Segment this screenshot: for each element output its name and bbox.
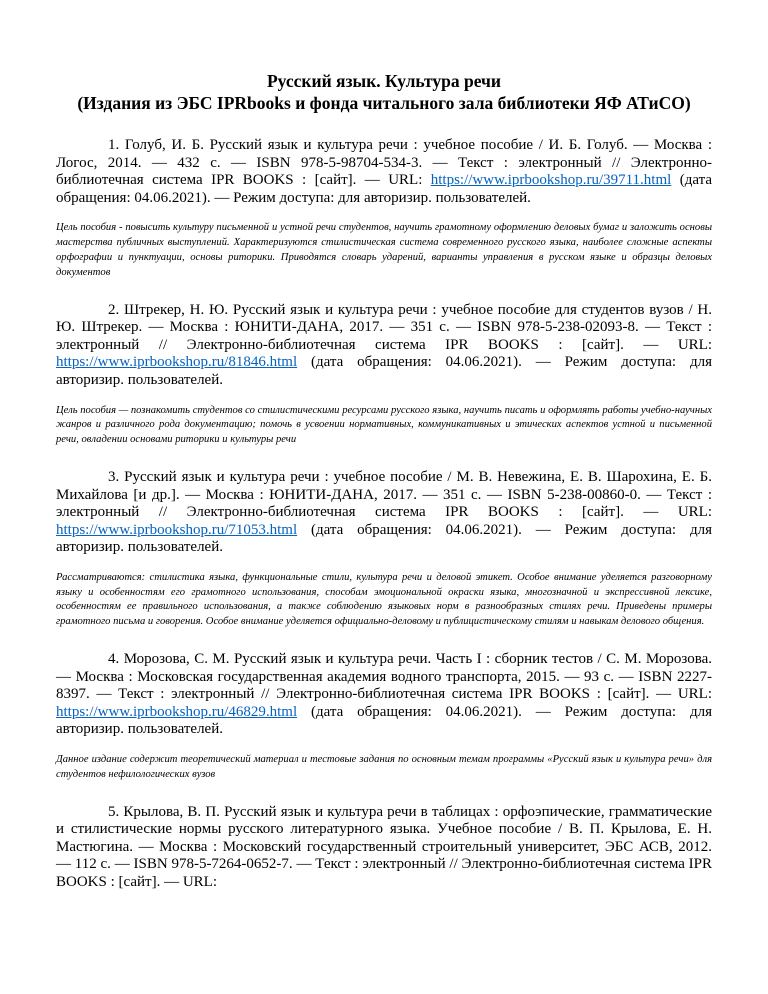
bibliography-entry-2: 2. Штрекер, Н. Ю. Русский язык и культура речи : учебное пособие для студентов вузов / Н. Ю. Штрекер. — Москва : ЮНИТИ-ДАНА, 2017. — 351 c. — ISBN 978-5-238-02093-8. — Текст : электронный // Электронно-библиотечная система IPR BOOKS : [сайт]. — URL: https://www.iprbookshop.ru/81846.html (дата обращения: 04.06.2021). — Режим доступа: для авторизир. пользователей. [56,301,712,388]
entry-4-description: Данное издание содержит теоретический материал и тестовые задания по основным темам программы «Русский язык и культура речи» для студентов нефилологических вузов [56,754,712,780]
bibliography-entry-3: 3. Русский язык и культура речи : учебное пособие / М. В. Невежина, Е. В. Шарохина, Е. Б. Михайлова [и др.]. — Москва : ЮНИТИ-ДАНА, 2017. — 351 c. — ISBN 5-238-00860-0. — Текст : электронный // Электронно-библиотечная система IPR BOOKS : [сайт]. — URL: https://www.iprbookshop.ru/71053.html (дата обращения: 04.06.2021). — Режим доступа: для авторизир. пользователей. [56,468,712,556]
entry-1-link[interactable]: https://www.iprbookshop.ru/39711.html [430,172,672,189]
title-line-2: (Издания из ЭБС IPRbooks и фонда читального зала библиотеки ЯФ АТиСО) [77,93,691,113]
entry-4-link[interactable]: https://www.iprbookshop.ru/46829.html [56,703,298,720]
entry-3-description: Рассматриваются: стилистика языка, функциональные стили, культура речи и деловой этикет. Особое внимание уделяется разговорному языку и особенностям его грамотного использования, способам эмоциональной окраски языка, многозначной и экспрессивной лексике, особенностям ее правильного использования, а также соблюдению языковых норм в разнообразных стилях речи. Приведены примеры грамотного письма и говорения. Особое внимание уделяется официально-деловому и публицистическому стилям и навыкам делового общения. [56,571,712,628]
entry-2-description: Цель пособия — познакомить студентов со стилистическими ресурсами русского языка, научить писать и оформлять работы учебно-научных жанров и различного рода документацию; помочь в усвоении нормативных, коммуникативных и этических аспектов устной и письменной речи, овладении основами риторики и культуры речи [56,404,712,446]
bibliography-entry-4: 4. Морозова, С. М. Русский язык и культура речи. Часть I : сборник тестов / С. М. Морозова. — Москва : Московская государственная академия водного транспорта, 2015. — 93 c. — ISBN 2227-8397. — Текст : электронный // Электронно-библиотечная система IPR BOOKS : [сайт]. — URL: https://www.iprbookshop.ru/46829.html (дата обращения: 04.06.2021). — Режим доступа: для авторизир. пользователей. [56,651,712,738]
bibliography-entry-5: 5. Крылова, В. П. Русский язык и культура речи в таблицах : орфоэпические, грамматические и стилистические нормы русского литературного языка. Учебное пособие / В. П. Крылова, Е. Н. Мастюгина. — Москва : Московский государственный строительный университет, ЭБС АСВ, 2012. — 112 c. — ISBN 978-5-7264-0652-7. — Текст : электронный // Электронно-библиотечная система IPR BOOKS : [сайт]. — URL: [56,803,712,891]
bibliography-entry-1: 1. Голуб, И. Б. Русский язык и культура речи : учебное пособие / И. Б. Голуб. — Москва : Логос, 2014. — 432 c. — ISBN 978-5-98704-534-3. — Текст : электронный // Электронно-библиотечная система IPR BOOKS : [сайт]. — URL: https://www.iprbookshop.ru/39711.html (дата обращения: 04.06.2021). — Режим доступа: для авторизир. пользователей. [56,137,712,206]
page-title [56,70,712,114]
title-line-1: Русский язык. Культура речи [266,71,502,91]
entry-3-link[interactable]: https://www.iprbookshop.ru/71053.html [56,521,298,538]
entry-1-description: Цель пособия - повысить культуру письменной и устной речи студентов, научить грамотному оформлению деловых бумаг и заложить основы мастерства публичных выступлений. Характеризуются стилистическая система современного русского языка, наиболее сложные аспекты орфографии и пунктуации, основы риторики. Приводятся словарь ударений, варианты управления в русском языке и образцы деловых документов [56,222,712,278]
entry-2-link[interactable]: https://www.iprbookshop.ru/81846.html [56,354,298,371]
